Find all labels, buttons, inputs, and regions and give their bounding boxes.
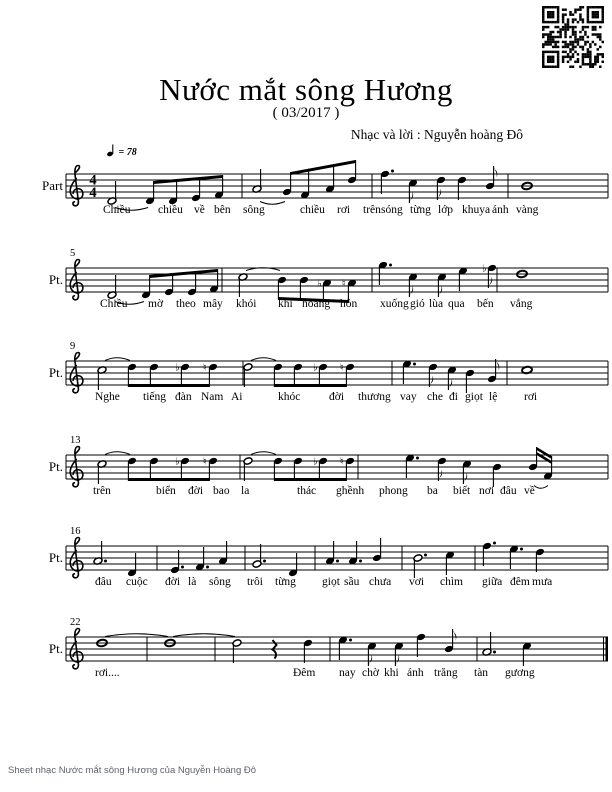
note — [93, 541, 107, 565]
note — [149, 363, 159, 387]
lyric-syllable: ánh — [407, 667, 424, 679]
note — [209, 269, 219, 293]
lyric-syllable: đời — [329, 391, 345, 403]
accidental: ♮ — [340, 456, 344, 468]
note — [408, 273, 418, 297]
lyric-syllable: giữa — [482, 576, 503, 588]
note — [107, 275, 117, 299]
page-title: Nước mắt sông Hương — [159, 72, 453, 107]
eighth-flag — [494, 166, 498, 178]
note — [445, 551, 455, 575]
accidental: ♮ — [342, 278, 346, 290]
time-signature-upper: 4 — [89, 172, 97, 189]
note — [447, 366, 457, 390]
lyric-syllable: qua — [448, 298, 465, 310]
note — [252, 169, 262, 193]
lyric-syllable: Nam — [201, 391, 224, 403]
note — [535, 548, 545, 572]
lyric-syllable: chiều — [300, 204, 325, 216]
note — [252, 544, 266, 568]
note — [444, 629, 456, 653]
beam — [154, 175, 223, 184]
lyric-syllable: hôn — [340, 298, 358, 310]
part-label: Part — [42, 178, 63, 193]
note — [170, 550, 184, 574]
part-label: Pt. — [48, 550, 63, 565]
note — [175, 363, 190, 388]
lyric-syllable: đêm — [510, 576, 530, 588]
lyric-syllable: biển — [156, 485, 176, 497]
note — [145, 181, 155, 205]
note — [416, 633, 426, 657]
note — [277, 276, 287, 300]
note — [300, 169, 310, 200]
lyric-syllable: chìm — [440, 576, 463, 588]
lyric-syllable: từng — [275, 576, 296, 588]
part-label: Pt. — [48, 365, 63, 380]
note — [127, 457, 137, 481]
beam — [150, 269, 218, 278]
lyric-syllable: đời — [188, 485, 204, 497]
note — [325, 541, 339, 565]
accidental: ♭ — [313, 362, 318, 374]
note — [195, 547, 209, 571]
lyric-syllable: sầu — [344, 576, 360, 588]
lyric-syllable: Ai — [231, 391, 243, 403]
measure-number: 13 — [70, 435, 81, 446]
lyric-syllable: mờ — [148, 298, 164, 310]
eighth-flag — [409, 192, 413, 204]
lyric-syllable: về — [194, 204, 205, 216]
lyric-syllable: tiếng — [143, 391, 166, 403]
note — [191, 177, 201, 202]
note — [340, 457, 355, 482]
lyric-syllable: vay — [400, 391, 417, 403]
eighth-flag — [438, 286, 442, 298]
lyric-syllable: là — [188, 576, 197, 588]
note — [218, 541, 228, 565]
lyric-syllable: chờ — [362, 667, 379, 679]
tie — [251, 452, 276, 455]
lyric-syllable: xuống — [380, 298, 409, 310]
time-signature-lower: 4 — [89, 185, 97, 201]
tie — [173, 634, 235, 637]
lyric-syllable: bên — [214, 204, 231, 216]
part-label: Pt. — [48, 641, 63, 656]
note — [127, 363, 137, 387]
accidental: ♭ — [482, 263, 487, 275]
lyric-syllable: lớp — [438, 204, 454, 216]
lyric-syllable: vơi — [409, 576, 425, 588]
note — [238, 273, 248, 297]
lyric-syllable: giọt — [322, 576, 340, 588]
footer-caption: Sheet nhạc Nước mắt sông Hương của Nguyễn Hoàng Đô — [8, 765, 257, 776]
note — [436, 176, 446, 200]
tie — [105, 358, 130, 361]
eighth-flag — [395, 655, 399, 667]
composer-credit: Nhạc và lời : Nguyễn hoàng Đô — [350, 127, 523, 142]
measure-number: 5 — [70, 248, 76, 259]
lyric-syllable: sông — [209, 576, 231, 588]
lyric-syllable: nơi — [479, 485, 495, 497]
note — [522, 366, 533, 374]
lyric-syllable: khi — [278, 298, 293, 310]
note — [97, 460, 107, 484]
lyric-syllable: đàn — [175, 391, 192, 403]
note — [203, 363, 218, 388]
note — [402, 360, 416, 384]
tie — [534, 486, 548, 489]
note — [325, 164, 335, 193]
note — [482, 264, 497, 289]
subtitle-date: ( 03/2017 ) — [272, 105, 340, 121]
note — [457, 176, 467, 200]
note — [214, 175, 224, 199]
note — [282, 172, 292, 196]
lyric-syllable: chưa — [369, 576, 392, 588]
note — [492, 463, 502, 487]
note — [522, 642, 532, 666]
note — [127, 553, 137, 577]
note — [372, 538, 382, 562]
note — [458, 267, 468, 291]
note — [405, 454, 419, 478]
lyric-syllable: đi — [449, 391, 458, 403]
lyric-syllable: tàn — [474, 667, 489, 679]
lyric-syllable: mưa — [532, 576, 553, 588]
note — [482, 542, 496, 567]
note — [509, 545, 523, 569]
staff-system — [49, 617, 608, 679]
note — [273, 363, 283, 387]
lyric-syllable: lệ — [489, 391, 498, 403]
accidental: ♮ — [340, 362, 344, 374]
tie — [251, 358, 276, 361]
lyric-syllable: rơi.... — [95, 667, 120, 679]
qr-code — [542, 6, 604, 68]
lyric-syllable: trăng — [434, 667, 458, 679]
lyric-syllable: khi — [384, 667, 399, 679]
lyric-syllable: Đêm — [293, 667, 316, 679]
note — [367, 642, 377, 666]
lyric-syllable: phong — [379, 485, 408, 497]
eighth-flag — [409, 286, 413, 298]
lyric-syllable: cuộc — [126, 576, 148, 588]
note — [232, 639, 242, 663]
note — [394, 642, 404, 666]
lyric-syllable: giọt — [465, 391, 483, 403]
lyric-syllable: vàng — [516, 204, 539, 216]
note — [313, 457, 328, 482]
lyric-syllable: khóc — [278, 391, 301, 403]
eighth-flag — [453, 629, 457, 641]
lyric-syllable: trôi — [247, 576, 263, 588]
staff-system — [49, 341, 608, 403]
lyric-syllable: lùa — [429, 298, 444, 310]
lyric-syllable: chiều — [158, 204, 183, 216]
note — [203, 457, 218, 482]
note — [485, 166, 497, 190]
eighth-flag — [448, 379, 452, 391]
lyric-syllable: la — [241, 485, 250, 497]
note — [338, 636, 352, 660]
note — [97, 366, 107, 390]
note — [428, 363, 438, 387]
lyric-syllable: che — [427, 391, 443, 403]
lyric-syllable: rơi — [337, 204, 351, 216]
lyric-syllable: sóng — [381, 204, 403, 216]
lyric-syllable: vắng — [510, 298, 533, 310]
lyric-syllable: Nghe — [95, 391, 120, 403]
accidental: ♭ — [175, 362, 180, 374]
accidental: ♭ — [317, 278, 322, 290]
lyric-syllable: biết — [453, 485, 471, 497]
lyric-syllable: đời — [165, 576, 181, 588]
lyric-syllable: hoàng — [302, 298, 331, 310]
lyric-syllable: ánh — [492, 204, 509, 216]
lyric-syllable: nay — [339, 667, 356, 679]
eighth-flag — [463, 473, 467, 485]
lyric-syllable: theo — [176, 298, 196, 310]
lyric-syllable: ghềnh — [336, 485, 365, 497]
lyric-syllable: ba — [427, 485, 438, 497]
note — [413, 554, 427, 579]
accidental: ♭ — [313, 456, 318, 468]
note — [380, 170, 394, 195]
lyric-syllable: gió — [410, 298, 425, 310]
note — [482, 632, 496, 656]
part-label: Pt. — [48, 272, 63, 287]
note — [528, 447, 538, 471]
accidental: ♮ — [203, 456, 207, 468]
note — [187, 271, 197, 296]
staff-system — [49, 526, 608, 588]
note — [378, 261, 392, 285]
lyric-syllable: thác — [297, 485, 317, 497]
note — [313, 363, 328, 388]
beam — [128, 384, 209, 387]
note — [288, 553, 298, 577]
eighth-flag — [368, 655, 372, 667]
part-label: Pt. — [48, 459, 63, 474]
measure-number: 16 — [70, 526, 81, 537]
tie — [105, 452, 130, 455]
lyric-syllable: Chiều — [103, 204, 131, 216]
note — [243, 457, 253, 481]
lyric-syllable: rơi — [524, 391, 538, 403]
note — [465, 369, 475, 393]
note — [293, 457, 303, 481]
beam — [274, 478, 346, 481]
note — [175, 457, 190, 482]
note — [462, 460, 472, 484]
lyric-syllable: khói — [236, 298, 257, 310]
measure-number: 9 — [70, 341, 76, 352]
tie — [105, 634, 168, 637]
lyric-syllable: đâu — [95, 576, 112, 588]
measure-number: 22 — [70, 617, 81, 628]
tempo-value: = 78 — [118, 147, 137, 158]
staff-system — [49, 435, 608, 497]
beam — [128, 478, 209, 481]
lyric-syllable: bến — [477, 298, 494, 310]
beam — [291, 160, 356, 175]
staff-system — [49, 248, 608, 310]
lyric-syllable: đâu — [500, 485, 517, 497]
lyric-syllable: trên — [363, 204, 381, 216]
accidental: ♭ — [175, 456, 180, 468]
lyric-syllable: thương — [358, 391, 391, 403]
note — [303, 639, 313, 663]
lyric-syllable: từng — [410, 204, 431, 216]
lyric-syllable: trên — [93, 485, 111, 497]
lyric-syllable: khuya — [462, 204, 491, 216]
note — [149, 457, 159, 481]
note — [243, 363, 253, 387]
lyric-syllable: sông — [243, 204, 265, 216]
note — [408, 179, 418, 203]
final-barline-thick — [606, 637, 609, 661]
note — [437, 457, 447, 481]
note — [340, 363, 355, 388]
note — [437, 273, 447, 297]
note — [348, 541, 362, 565]
note — [141, 275, 151, 299]
lyric-syllable: bao — [213, 485, 230, 497]
lyric-syllable: gương — [505, 667, 535, 679]
lyric-syllable: về — [524, 485, 535, 497]
note — [487, 359, 499, 383]
staff-system — [42, 160, 608, 216]
lyric-syllable: mây — [203, 298, 223, 310]
note — [273, 457, 283, 481]
beam — [274, 384, 346, 387]
accidental: ♮ — [203, 362, 207, 374]
lyric-syllable: Chiều — [100, 298, 128, 310]
note — [293, 363, 303, 387]
note — [107, 181, 117, 205]
